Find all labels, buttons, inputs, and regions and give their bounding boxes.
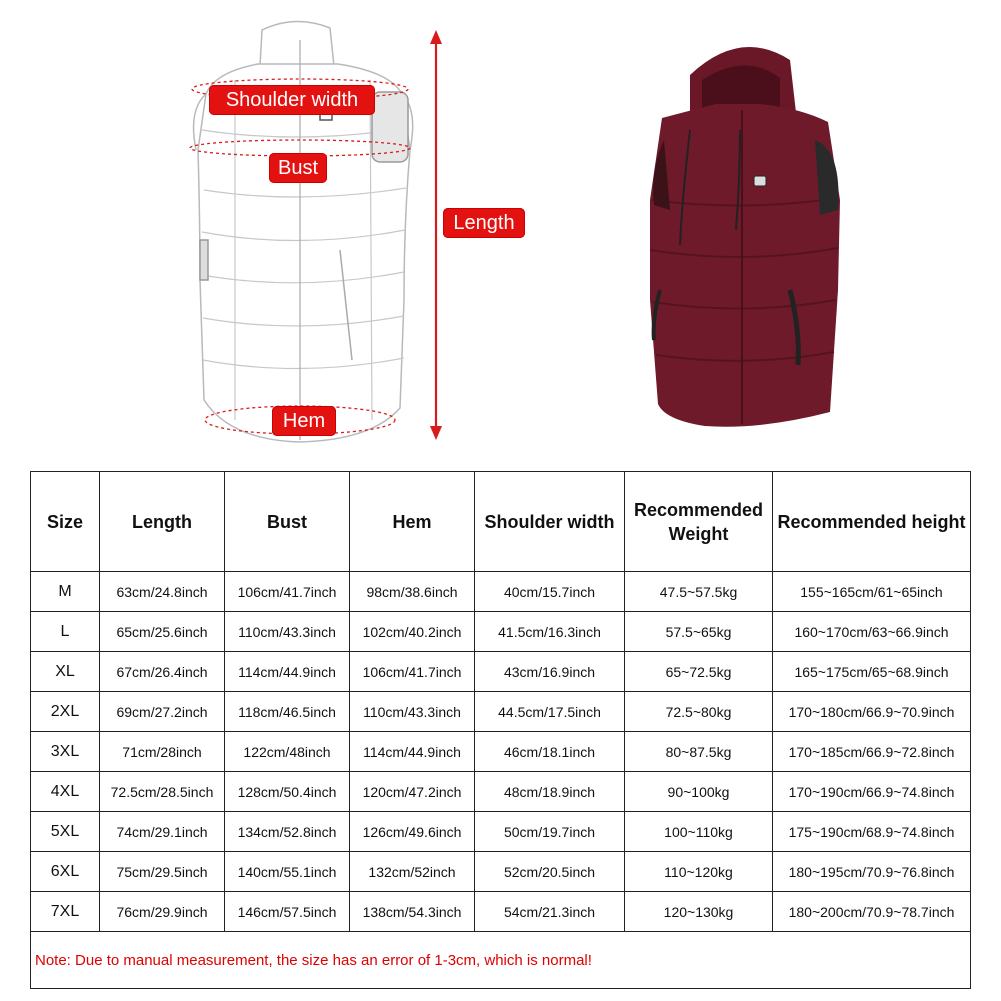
label-shoulder-width: Shoulder width bbox=[209, 85, 375, 115]
table-row bbox=[31, 812, 971, 852]
size-chart-table bbox=[30, 471, 971, 989]
table-cell: 50cm/19.7inch bbox=[475, 812, 625, 852]
table-cell: 65cm/25.6inch bbox=[100, 612, 225, 652]
table-row bbox=[31, 692, 971, 732]
label-bust: Bust bbox=[269, 153, 327, 183]
label-length: Length bbox=[443, 208, 525, 238]
table-cell: 3XL bbox=[31, 732, 100, 772]
table-row bbox=[31, 612, 971, 652]
table-header-row bbox=[31, 472, 971, 572]
table-cell: 180~195cm/70.9~76.8inch bbox=[773, 852, 971, 892]
table-cell: XL bbox=[31, 652, 100, 692]
table-cell: 98cm/38.6inch bbox=[350, 572, 475, 612]
table-cell: 128cm/50.4inch bbox=[225, 772, 350, 812]
measurement-diagram bbox=[0, 0, 1001, 460]
table-cell: 180~200cm/70.9~78.7inch bbox=[773, 892, 971, 932]
table-cell: 114cm/44.9inch bbox=[225, 652, 350, 692]
table-cell: 74cm/29.1inch bbox=[100, 812, 225, 852]
table-cell: 44.5cm/17.5inch bbox=[475, 692, 625, 732]
table-cell: 155~165cm/61~65inch bbox=[773, 572, 971, 612]
table-cell: 106cm/41.7inch bbox=[225, 572, 350, 612]
table-cell: 69cm/27.2inch bbox=[100, 692, 225, 732]
table-cell: 122cm/48inch bbox=[225, 732, 350, 772]
table-cell: 80~87.5kg bbox=[625, 732, 773, 772]
table-cell: 40cm/15.7inch bbox=[475, 572, 625, 612]
table-cell: 47.5~57.5kg bbox=[625, 572, 773, 612]
table-row bbox=[31, 652, 971, 692]
table-cell: 46cm/18.1inch bbox=[475, 732, 625, 772]
table-cell: 160~170cm/63~66.9inch bbox=[773, 612, 971, 652]
table-cell: 7XL bbox=[31, 892, 100, 932]
table-row bbox=[31, 572, 971, 612]
table-cell: 110~120kg bbox=[625, 852, 773, 892]
table-cell: 52cm/20.5inch bbox=[475, 852, 625, 892]
table-cell: 2XL bbox=[31, 692, 100, 732]
table-cell: 54cm/21.3inch bbox=[475, 892, 625, 932]
table-cell: 72.5~80kg bbox=[625, 692, 773, 732]
table-cell: 114cm/44.9inch bbox=[350, 732, 475, 772]
table-cell: 110cm/43.3inch bbox=[225, 612, 350, 652]
table-cell: 102cm/40.2inch bbox=[350, 612, 475, 652]
table-cell: L bbox=[31, 612, 100, 652]
table-row bbox=[31, 732, 971, 772]
table-cell: 48cm/18.9inch bbox=[475, 772, 625, 812]
table-cell: 6XL bbox=[31, 852, 100, 892]
table-cell: 67cm/26.4inch bbox=[100, 652, 225, 692]
header-length: Length bbox=[100, 472, 225, 572]
table-cell: 76cm/29.9inch bbox=[100, 892, 225, 932]
table-cell: 4XL bbox=[31, 772, 100, 812]
header-bust: Bust bbox=[225, 472, 350, 572]
label-hem: Hem bbox=[272, 406, 336, 436]
header-recommended-height: Recommended height bbox=[773, 472, 971, 572]
note-row bbox=[31, 932, 971, 989]
measurement-note: Note: Due to manual measurement, the size has an error of 1-3cm, which is normal! bbox=[31, 932, 971, 989]
table-cell: 110cm/43.3inch bbox=[350, 692, 475, 732]
table-cell: 65~72.5kg bbox=[625, 652, 773, 692]
table-cell: 118cm/46.5inch bbox=[225, 692, 350, 732]
table-cell: 100~110kg bbox=[625, 812, 773, 852]
table-cell: 165~175cm/65~68.9inch bbox=[773, 652, 971, 692]
table-cell: 41.5cm/16.3inch bbox=[475, 612, 625, 652]
vest-product bbox=[650, 47, 840, 427]
table-cell: 72.5cm/28.5inch bbox=[100, 772, 225, 812]
header-hem: Hem bbox=[350, 472, 475, 572]
table-cell: 170~190cm/66.9~74.8inch bbox=[773, 772, 971, 812]
table-body bbox=[31, 572, 971, 932]
header-recommended-weight: Recommended Weight bbox=[625, 472, 773, 572]
table-cell: 126cm/49.6inch bbox=[350, 812, 475, 852]
table-cell: 120cm/47.2inch bbox=[350, 772, 475, 812]
length-arrow bbox=[430, 30, 442, 440]
table-row bbox=[31, 852, 971, 892]
table-cell: 175~190cm/68.9~74.8inch bbox=[773, 812, 971, 852]
table-cell: 132cm/52inch bbox=[350, 852, 475, 892]
table-cell: 57.5~65kg bbox=[625, 612, 773, 652]
table-cell: 43cm/16.9inch bbox=[475, 652, 625, 692]
table-row bbox=[31, 892, 971, 932]
header-size: Size bbox=[31, 472, 100, 572]
table-cell: 140cm/55.1inch bbox=[225, 852, 350, 892]
table-cell: 170~180cm/66.9~70.9inch bbox=[773, 692, 971, 732]
table-cell: 120~130kg bbox=[625, 892, 773, 932]
table-row bbox=[31, 772, 971, 812]
table-cell: 5XL bbox=[31, 812, 100, 852]
table-cell: 134cm/52.8inch bbox=[225, 812, 350, 852]
table-cell: 75cm/29.5inch bbox=[100, 852, 225, 892]
table-cell: 90~100kg bbox=[625, 772, 773, 812]
table-cell: 170~185cm/66.9~72.8inch bbox=[773, 732, 971, 772]
table-cell: 106cm/41.7inch bbox=[350, 652, 475, 692]
table-cell: 138cm/54.3inch bbox=[350, 892, 475, 932]
table-cell: 146cm/57.5inch bbox=[225, 892, 350, 932]
header-shoulder-width: Shoulder width bbox=[475, 472, 625, 572]
table-cell: 63cm/24.8inch bbox=[100, 572, 225, 612]
table-cell: M bbox=[31, 572, 100, 612]
table-cell: 71cm/28inch bbox=[100, 732, 225, 772]
